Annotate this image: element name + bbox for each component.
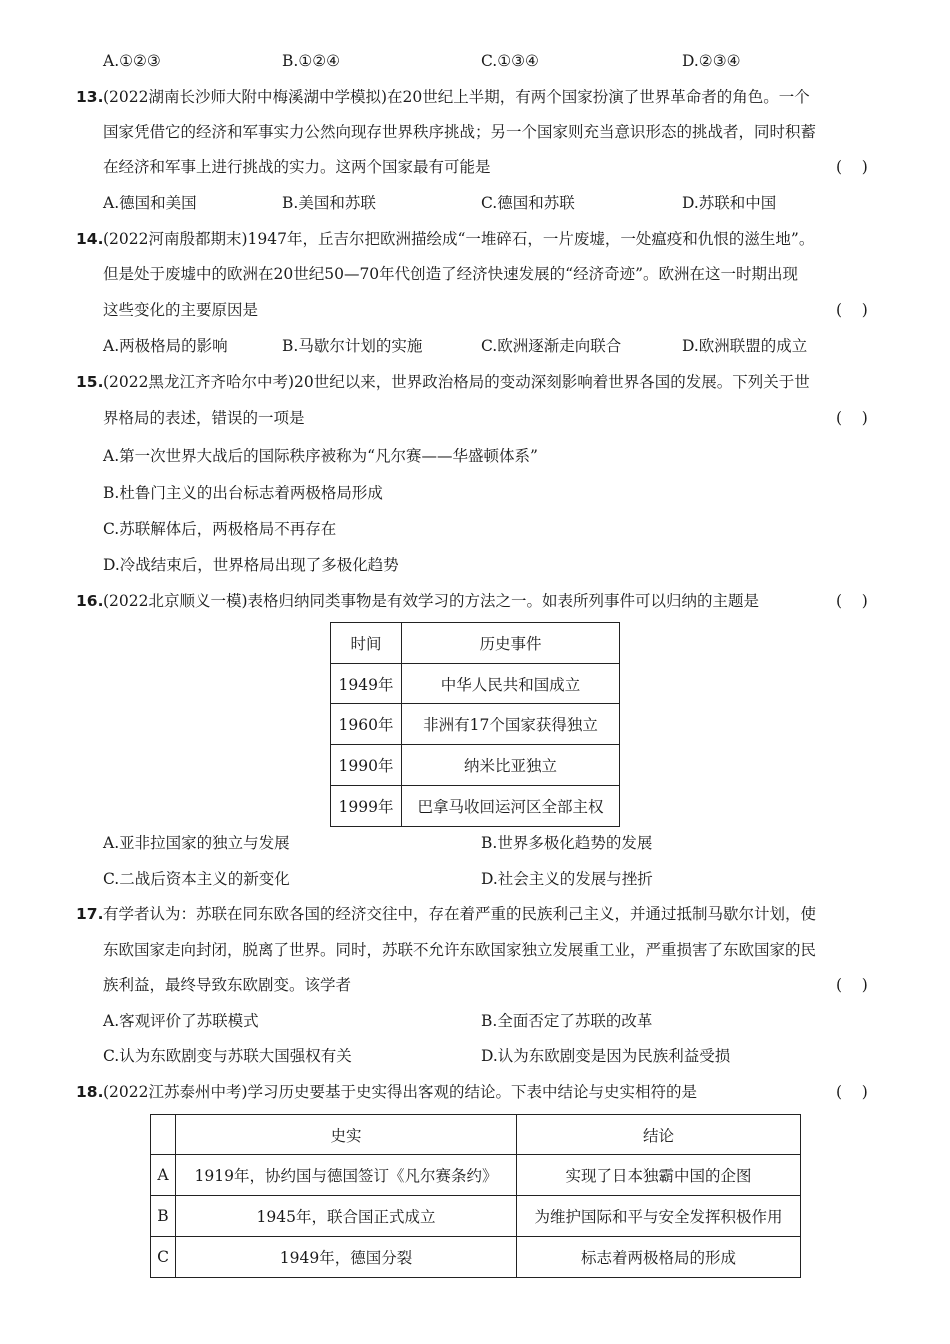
- table-row: [331, 664, 620, 704]
- table-cell: 1999年: [331, 786, 402, 827]
- question-number: 15.: [76, 373, 104, 391]
- q16-option-b[interactable]: B.世界多极化趋势的发展: [481, 834, 653, 852]
- table-cell: 1945年，联合国正式成立: [176, 1196, 517, 1237]
- q17-option-d[interactable]: D.认为东欧剧变是因为民族利益受损: [481, 1047, 731, 1065]
- table-header-row: [151, 1115, 801, 1155]
- question-text-line: 族利益，最终导致东欧剧变。该学者: [103, 976, 352, 994]
- table-header-cell: 结论: [517, 1115, 801, 1155]
- q14-option-b[interactable]: B.马歇尔计划的实施: [282, 337, 423, 355]
- table-header-cell: [151, 1115, 176, 1155]
- table-row: [151, 1237, 801, 1278]
- table-header-row: [331, 623, 620, 664]
- answer-blank: ( ): [836, 301, 868, 319]
- question-text-line: (2022河南殷都期末)1947年，丘吉尔把欧洲描绘成“一堆碎石，一片废墟，一处瘟疫和仇恨的滋生地”。: [103, 230, 815, 248]
- q12-option-b[interactable]: B.①②④: [282, 52, 341, 70]
- table-cell: 纳米比亚独立: [402, 745, 620, 786]
- q13-option-d[interactable]: D.苏联和中国: [682, 194, 777, 212]
- q14-option-d[interactable]: D.欧洲联盟的成立: [682, 337, 808, 355]
- table-row: [331, 704, 620, 745]
- q14-option-c[interactable]: C.欧洲逐渐走向联合: [481, 337, 622, 355]
- q17-option-b[interactable]: B.全面否定了苏联的改革: [481, 1012, 653, 1030]
- q15-option-c[interactable]: C.苏联解体后，两极格局不再存在: [103, 520, 337, 538]
- question-text-line: (2022湖南长沙师大附中梅溪湖中学模拟)在20世纪上半期，有两个国家扮演了世界革命者的角色。一个: [103, 88, 810, 106]
- q15-option-a[interactable]: A.第一次世界大战后的国际秩序被称为“凡尔赛——华盛顿体系”: [103, 447, 538, 465]
- table-cell: 1949年: [331, 664, 402, 704]
- table-cell: 1919年，协约国与德国签订《凡尔赛条约》: [176, 1155, 517, 1196]
- answer-blank: ( ): [836, 409, 868, 427]
- table-cell: 1949年，德国分裂: [176, 1237, 517, 1278]
- question-text-line: 但是处于废墟中的欧洲在20世纪50—70年代创造了经济快速发展的“经济奇迹”。欧洲在这一时期出现: [103, 265, 799, 283]
- q12-option-c[interactable]: C.①③④: [481, 52, 539, 70]
- answer-blank: ( ): [836, 1083, 868, 1101]
- question-text-line: 有学者认为：苏联在同东欧各国的经济交往中，存在着严重的民族利己主义，并通过抵制马歇尔计划，使: [103, 905, 817, 923]
- question-text-line: 东欧国家走向封闭，脱离了世界。同时，苏联不允许东欧国家独立发展重工业，严重损害了东欧国家的民: [103, 941, 817, 959]
- table-cell: 1990年: [331, 745, 402, 786]
- table-cell: 为维护国际和平与安全发挥积极作用: [517, 1196, 801, 1237]
- question-number: 16.: [76, 592, 104, 610]
- table-header-cell: 历史事件: [402, 623, 620, 664]
- table-row: [331, 786, 620, 827]
- answer-blank: ( ): [836, 592, 868, 610]
- answer-blank: ( ): [836, 158, 868, 176]
- question-text-line: (2022江苏泰州中考)学习历史要基于史实得出客观的结论。下表中结论与史实相符的是: [103, 1083, 698, 1101]
- question-text-line: 国家凭借它的经济和军事实力公然向现存世界秩序挑战；另一个国家则充当意识形态的挑战者，同时积蓄: [103, 123, 817, 141]
- facts-conclusions-table: [150, 1114, 801, 1278]
- q16-option-a[interactable]: A.亚非拉国家的独立与发展: [103, 834, 290, 852]
- q17-option-c[interactable]: C.认为东欧剧变与苏联大国强权有关: [103, 1047, 352, 1065]
- question-number: 14.: [76, 230, 104, 248]
- table-cell: 标志着两极格局的形成: [517, 1237, 801, 1278]
- question-number: 13.: [76, 88, 104, 106]
- question-text-line: (2022黑龙江齐齐哈尔中考)20世纪以来，世界政治格局的变动深刻影响着世界各国的发展。下列关于世: [103, 373, 810, 391]
- question-text-line: 在经济和军事上进行挑战的实力。这两个国家最有可能是: [103, 158, 491, 176]
- q12-option-d[interactable]: D.②③④: [682, 52, 741, 70]
- q14-option-a[interactable]: A.两极格局的影响: [103, 337, 228, 355]
- table-cell: 1960年: [331, 704, 402, 745]
- table-cell: 非洲有17个国家获得独立: [402, 704, 620, 745]
- question-text-line: 这些变化的主要原因是: [103, 301, 259, 319]
- table-cell: 实现了日本独霸中国的企图: [517, 1155, 801, 1196]
- q12-option-a[interactable]: A.①②③: [103, 52, 161, 70]
- table-cell: B: [151, 1196, 176, 1237]
- q16-option-d[interactable]: D.社会主义的发展与挫折: [481, 870, 653, 888]
- q16-option-c[interactable]: C.二战后资本主义的新变化: [103, 870, 290, 888]
- answer-blank: ( ): [836, 976, 868, 994]
- q13-option-b[interactable]: B.美国和苏联: [282, 194, 376, 212]
- table-cell: A: [151, 1155, 176, 1196]
- q15-option-d[interactable]: D.冷战结束后，世界格局出现了多极化趋势: [103, 556, 399, 574]
- q15-option-b[interactable]: B.杜鲁门主义的出台标志着两极格局形成: [103, 484, 383, 502]
- table-header-cell: 时间: [331, 623, 402, 664]
- table-cell: 巴拿马收回运河区全部主权: [402, 786, 620, 827]
- table-cell: 中华人民共和国成立: [402, 664, 620, 704]
- q13-option-c[interactable]: C.德国和苏联: [481, 194, 575, 212]
- table-header-cell: 史实: [176, 1115, 517, 1155]
- question-text-line: 界格局的表述，错误的一项是: [103, 409, 305, 427]
- table-row: [331, 745, 620, 786]
- table-cell: C: [151, 1237, 176, 1278]
- question-text-line: (2022北京顺义一模)表格归纳同类事物是有效学习的方法之一。如表所列事件可以归纳的主题是: [103, 592, 760, 610]
- table-row: [151, 1155, 801, 1196]
- q17-option-a[interactable]: A.客观评价了苏联模式: [103, 1012, 259, 1030]
- q13-option-a[interactable]: A.德国和美国: [103, 194, 197, 212]
- table-row: [151, 1196, 801, 1237]
- question-number: 17.: [76, 905, 104, 923]
- events-table: [330, 622, 620, 827]
- question-number: 18.: [76, 1083, 104, 1101]
